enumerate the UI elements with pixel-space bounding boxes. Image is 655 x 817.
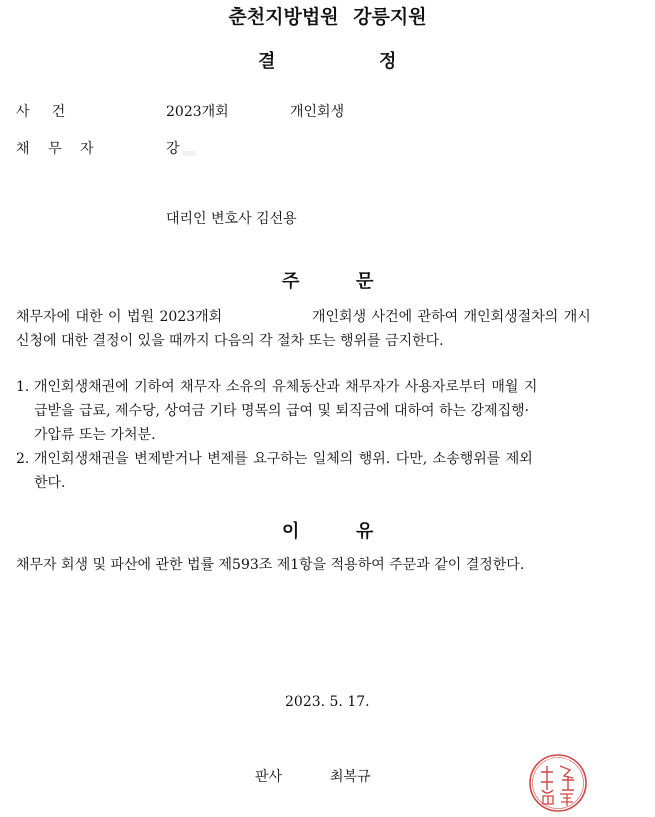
judge-title: 판사 xyxy=(255,769,283,785)
item-2-line1: 개인회생채권을 변제받거나 변제를 요구하는 일체의 행위. 다만, 소송행위를 제외 xyxy=(34,451,533,467)
debtor-name: 강 xyxy=(166,141,180,157)
item-1-number: 1. xyxy=(16,379,30,395)
reason-heading-char-2: 유 xyxy=(356,521,374,542)
item-1-line2: 급받을 급료, 제수당, 상여금 기타 명목의 급여 및 퇴직금에 대하여 하는 강제집행· xyxy=(34,403,530,419)
order-heading-char-1: 주 xyxy=(282,271,300,292)
judge-seal-stamp xyxy=(527,752,589,814)
reason-text: 채무자 회생 및 파산에 관한 법률 제593조 제1항을 적용하여 주문과 같이 결정한다. xyxy=(16,557,525,573)
case-number: 2023개회 xyxy=(166,104,229,120)
court-name: 춘천지방법원 강릉지원 xyxy=(228,6,427,28)
doc-type-char-1: 결 xyxy=(258,51,276,72)
doc-type-char-2: 정 xyxy=(379,51,397,72)
debtor-agent: 대리인 변호사 김선용 xyxy=(166,211,297,227)
judge-name: 최복규 xyxy=(330,769,371,785)
case-label: 사 건 xyxy=(16,104,66,120)
item-1-line3: 가압류 또는 가처분. xyxy=(34,427,156,443)
item-2-number: 2. xyxy=(16,451,30,467)
reason-heading-char-1: 이 xyxy=(282,521,300,542)
redaction-mark xyxy=(182,151,196,156)
order-intro-line1-a: 채무자에 대한 이 법원 2023개회 xyxy=(16,309,223,325)
order-heading-char-2: 문 xyxy=(356,271,374,292)
debtor-label: 채 무 자 xyxy=(16,141,94,157)
order-intro-line2: 신청에 대한 결정이 있을 때까지 다음의 각 절차 또는 행위를 금지한다. xyxy=(16,333,444,349)
case-type: 개인회생 xyxy=(290,104,345,120)
decision-date: 2023. 5. 17. xyxy=(285,694,370,710)
item-2-line2: 한다. xyxy=(34,475,66,491)
item-1-line1: 개인회생채권에 기하여 채무자 소유의 유체동산과 채무자가 사용자로부터 매월 지 xyxy=(34,379,538,395)
order-intro-line1-b: 개인회생 사건에 관하여 개인회생절차의 개시 xyxy=(312,309,591,325)
